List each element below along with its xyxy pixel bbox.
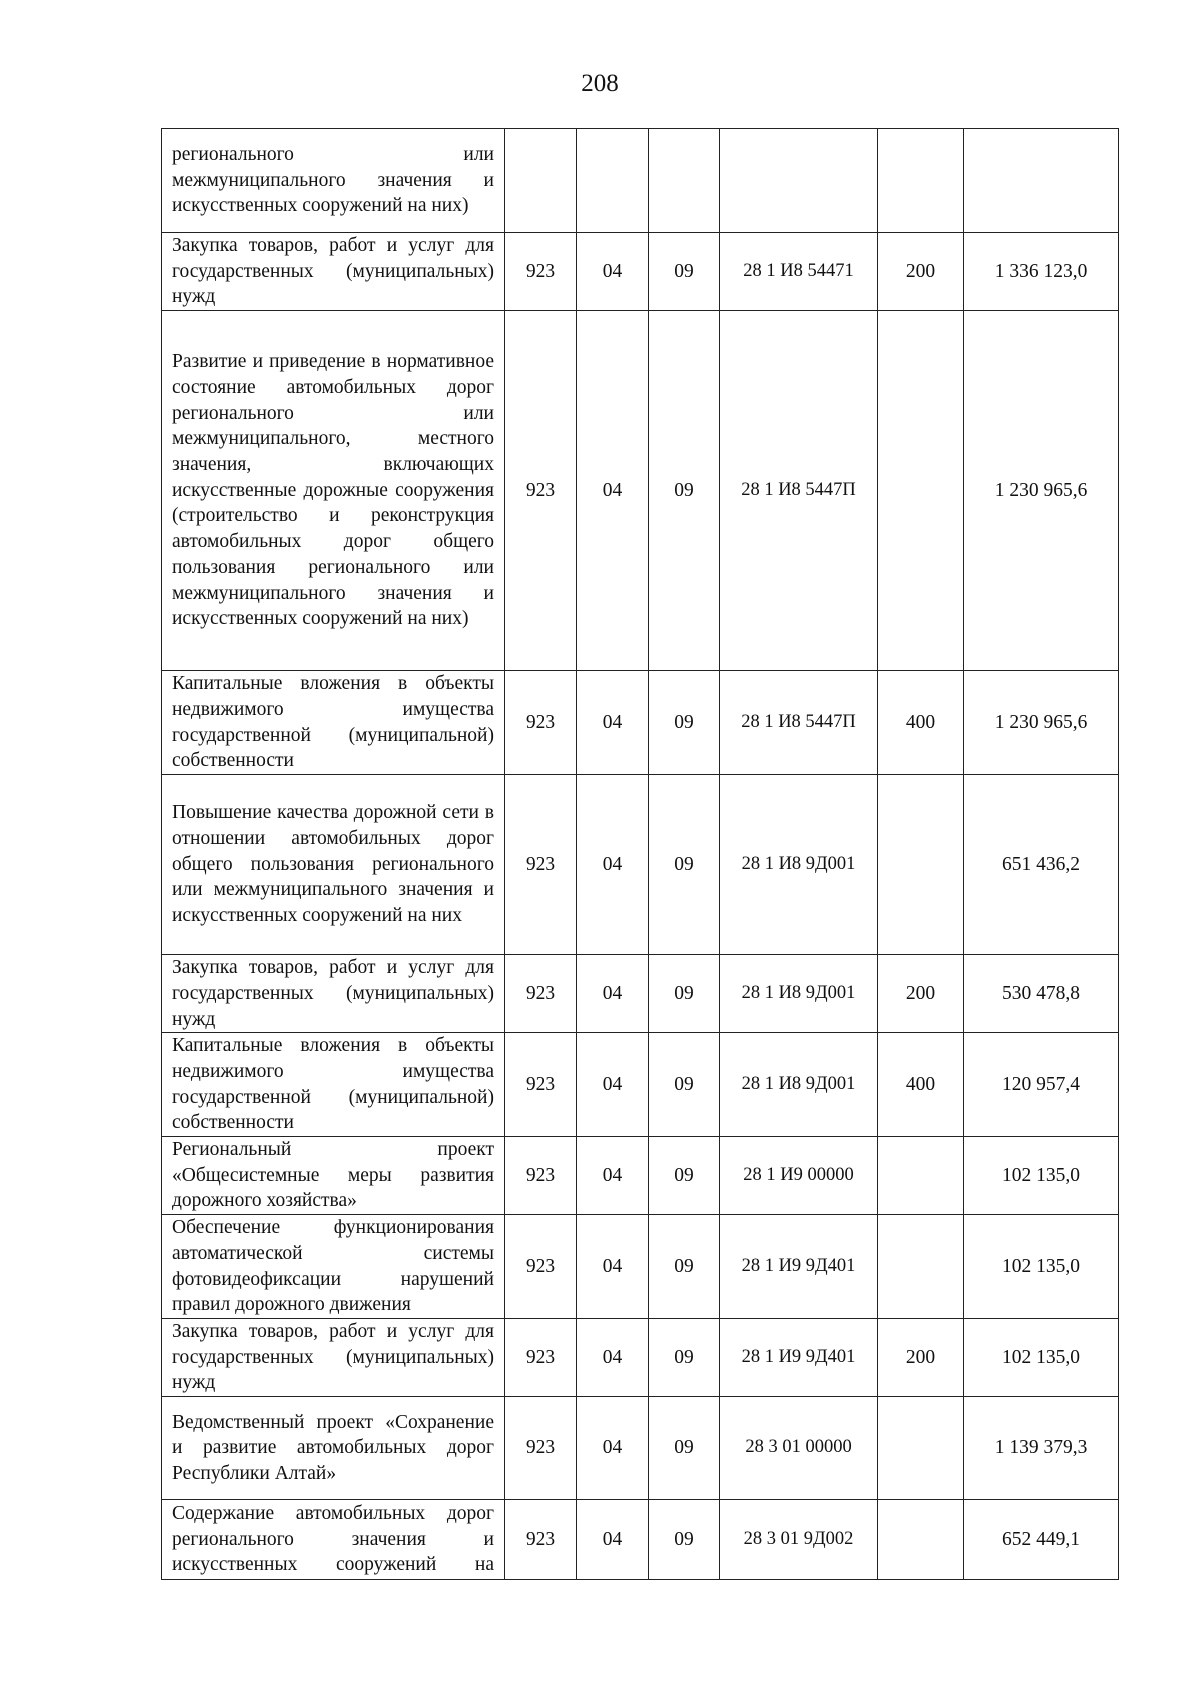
cell-amount: 102 135,0 [964,1215,1119,1319]
cell-admin-code: 923 [505,1318,577,1396]
cell-subsection: 09 [649,1215,720,1319]
cell-admin-code: 923 [505,1500,577,1580]
cell-section: 04 [577,233,649,311]
cell-admin-code: 923 [505,311,577,671]
cell-expense-kind [878,129,964,233]
cell-target-article: 28 1 И9 9Д401 [720,1215,878,1319]
cell-section: 04 [577,955,649,1033]
table-row [162,1318,1119,1396]
cell-subsection: 09 [649,1318,720,1396]
cell-expense-kind: 200 [878,233,964,311]
cell-admin-code: 923 [505,233,577,311]
description-text: Закупка товаров, работ и услуг для государственных (муниципальных) нужд [172,1320,494,1394]
row-description [162,311,505,671]
table-row [162,1137,1119,1215]
cell-expense-kind: 400 [878,671,964,775]
row-description [162,1500,505,1580]
table-row [162,311,1119,671]
cell-section: 04 [577,311,649,671]
row-description [162,1397,505,1500]
cell-section: 04 [577,1500,649,1580]
cell-subsection: 09 [649,311,720,671]
cell-amount [964,129,1119,233]
description-text: Закупка товаров, работ и услуг для государственных (муниципальных) нужд [172,957,494,1030]
cell-admin-code: 923 [505,1137,577,1215]
description-text: Закупка товаров, работ и услуг для государственных (муниципальных) нужд [172,235,494,308]
description-text: регионального или межмуниципального значения и искусственных сооружений на них) [172,143,494,217]
cell-admin-code: 923 [505,1033,577,1137]
cell-admin-code [505,129,577,233]
cell-target-article: 28 1 И8 5447П [720,671,878,775]
cell-admin-code: 923 [505,1215,577,1319]
cell-section: 04 [577,1137,649,1215]
cell-section: 04 [577,1397,649,1500]
row-description [162,1215,505,1319]
cell-amount: 102 135,0 [964,1318,1119,1396]
cell-amount: 102 135,0 [964,1137,1119,1215]
cell-target-article: 28 1 И8 9Д001 [720,955,878,1033]
table-row [162,233,1119,311]
table-row [162,955,1119,1033]
cell-expense-kind: 400 [878,1033,964,1137]
cell-subsection: 09 [649,955,720,1033]
cell-section: 04 [577,671,649,775]
row-description [162,775,505,955]
cell-expense-kind [878,311,964,671]
cell-expense-kind [878,775,964,955]
cell-target-article: 28 3 01 9Д002 [720,1500,878,1580]
row-description [162,1033,505,1137]
cell-amount: 1 139 379,3 [964,1397,1119,1500]
cell-amount: 1 336 123,0 [964,233,1119,311]
cell-subsection [649,129,720,233]
table-row [162,1033,1119,1137]
cell-expense-kind [878,1397,964,1500]
cell-section: 04 [577,1033,649,1137]
row-description [162,1137,505,1215]
table-row [162,1500,1119,1580]
cell-admin-code: 923 [505,1397,577,1500]
cell-amount: 652 449,1 [964,1500,1119,1580]
cell-target-article: 28 3 01 00000 [720,1397,878,1500]
cell-amount: 530 478,8 [964,955,1119,1033]
cell-target-article [720,129,878,233]
cell-amount: 120 957,4 [964,1033,1119,1137]
cell-expense-kind: 200 [878,1318,964,1396]
description-text: Содержание автомобильных дорог регионального значения и искусственных сооружений на [172,1503,494,1576]
cell-subsection: 09 [649,1397,720,1500]
cell-section: 04 [577,775,649,955]
row-description [162,233,505,311]
cell-subsection: 09 [649,671,720,775]
cell-subsection: 09 [649,1033,720,1137]
cell-expense-kind: 200 [878,955,964,1033]
cell-section: 04 [577,1215,649,1319]
cell-expense-kind [878,1500,964,1580]
table-row [162,1215,1119,1319]
cell-section: 04 [577,1318,649,1396]
cell-target-article: 28 1 И8 9Д001 [720,1033,878,1137]
cell-target-article: 28 1 И8 54471 [720,233,878,311]
budget-table [161,128,1119,1580]
cell-target-article: 28 1 И9 00000 [720,1137,878,1215]
cell-expense-kind [878,1137,964,1215]
row-description [162,671,505,775]
cell-subsection: 09 [649,1137,720,1215]
cell-subsection: 09 [649,233,720,311]
description-text: Капитальные вложения в объекты недвижимого имущества государственной (муниципальной) собственности [172,673,494,772]
cell-target-article: 28 1 И8 5447П [720,311,878,671]
cell-amount: 651 436,2 [964,775,1119,955]
table-row [162,775,1119,955]
cell-target-article: 28 1 И9 9Д401 [720,1318,878,1396]
description-text: Обеспечение функционирования автоматической системы фотовидеофиксации нарушений правил дорожного движения [172,1217,494,1316]
description-text: Ведомственный проект «Сохранение и развитие автомобильных дорог Республики Алтай» [172,1411,494,1484]
row-description [162,955,505,1033]
cell-subsection: 09 [649,775,720,955]
description-text: Развитие и приведение в нормативное состояние автомобильных дорог регионального или межмуниципального, местного значения, включающих искусственные дорожные сооружения (строительство и реконструкция автомобильных дорог общего пользования регионального или межмуниципального значения и искусственных сооружений на них) [172,351,494,630]
cell-target-article: 28 1 И8 9Д001 [720,775,878,955]
page-number: 208 [581,70,619,97]
row-description [162,1318,505,1396]
cell-section [577,129,649,233]
table-row [162,129,1119,233]
cell-subsection: 09 [649,1500,720,1580]
table-row [162,1397,1119,1500]
description-text: Капитальные вложения в объекты недвижимого имущества государственной (муниципальной) собственности [172,1035,494,1134]
row-description [162,129,505,233]
description-text: Повышение качества дорожной сети в отношении автомобильных дорог общего пользования регионального или межмуниципального значения и искусственных сооружений на них [172,802,494,927]
cell-admin-code: 923 [505,955,577,1033]
description-text: Региональный проект «Общесистемные меры развития дорожного хозяйства» [172,1139,494,1212]
cell-amount: 1 230 965,6 [964,311,1119,671]
cell-admin-code: 923 [505,775,577,955]
cell-amount: 1 230 965,6 [964,671,1119,775]
table-row [162,671,1119,775]
cell-expense-kind [878,1215,964,1319]
cell-admin-code: 923 [505,671,577,775]
